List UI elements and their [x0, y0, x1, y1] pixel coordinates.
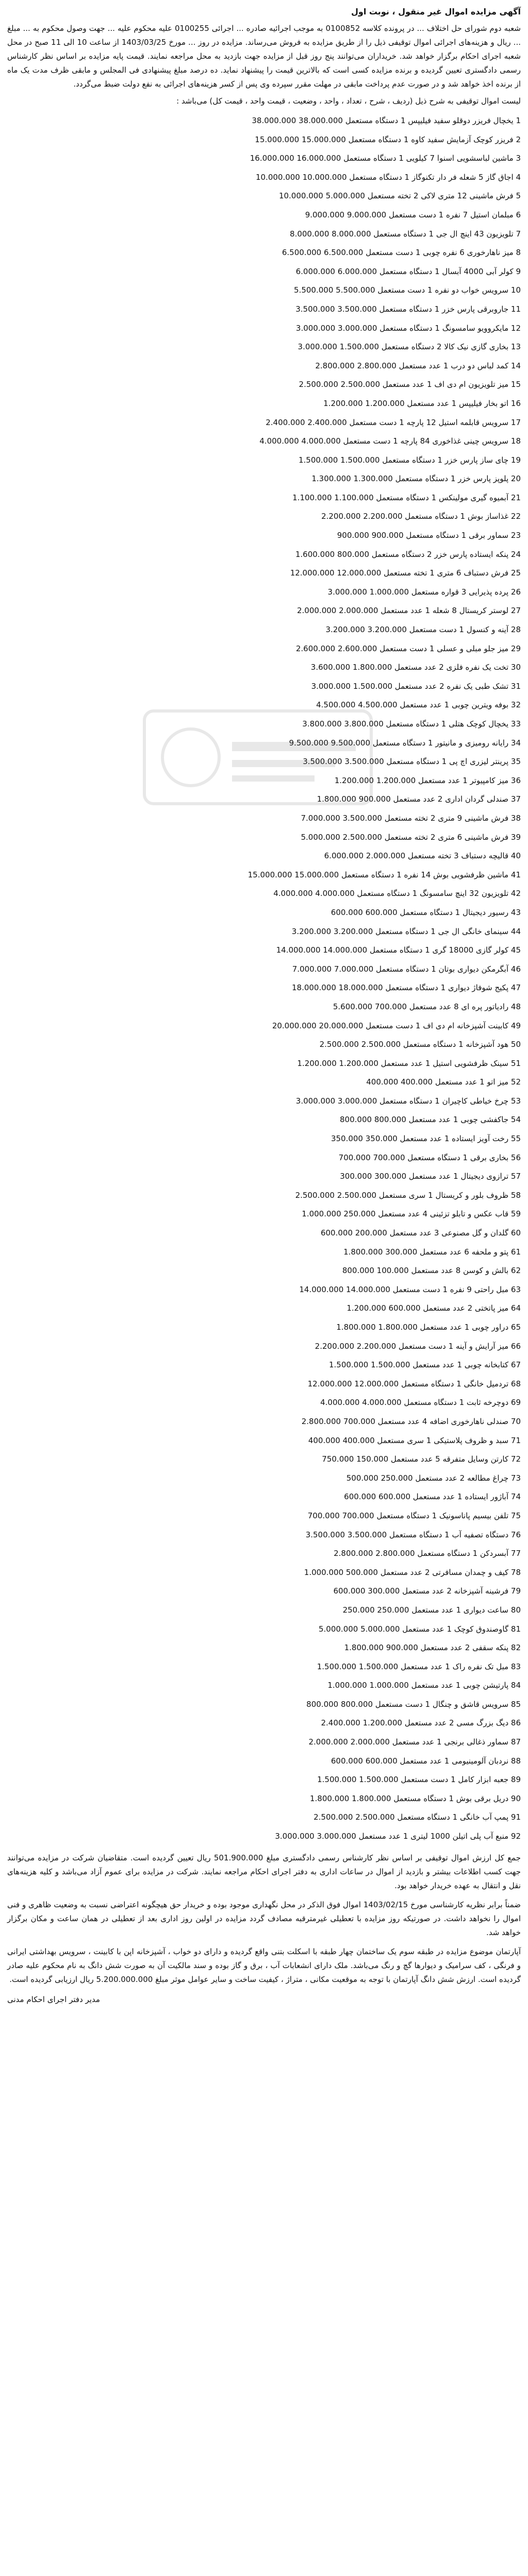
list-item: 50 هود آشپزخانه 1 دستگاه مستعمل 2.500.000 2.500.000 [319, 1040, 521, 1049]
list-item: 44 سینمای خانگی ال جی 1 دستگاه مستعمل 3.200.000 3.200.000 [291, 926, 521, 936]
list-item: 18 سرویس چینی غذاخوری 84 پارچه 1 دست مستعمل 4.000.000 4.000.000 [259, 436, 521, 446]
list-item: 52 میز اتو 1 عدد مستعمل 400.000 400.000 [366, 1077, 521, 1087]
summary-paragraph-2: ضمناً برابر نظریه کارشناسی مورخ 1403/02/15 اموال فوق الذکر در محل نگهداری موجود بوده و خریدار حق هیچگونه اعتراضی نسبت به وضعیت ظاهری و فنی اموال را نخواهد داشت. در صورتیکه روز مزایده با تعطیلی غیرمترقبه مصادف گردد مزایده در اولین روز اداری بعد از تعطیلی در همان ساعت و مکان برگزار خواهد شد. [7, 1900, 521, 1937]
list-item: 57 ترازوی دیجیتال 1 عدد مستعمل 300.000 300.000 [340, 1172, 521, 1181]
list-item: 72 کارتن وسایل متفرقه 5 عدد مستعمل 150.000 750.000 [322, 1454, 521, 1464]
list-item: 70 صندلی ناهارخوری اضافه 4 عدد مستعمل 700.000 2.800.000 [301, 1416, 521, 1426]
list-item: 48 رادیاتور پره ای 8 عدد مستعمل 700.000 5.600.000 [333, 1002, 521, 1011]
list-item: 20 پلوپز پارس خزر 1 دستگاه مستعمل 1.300.000 1.300.000 [311, 474, 521, 484]
intro-paragraph: شعبه دوم شورای حل اختلاف ... در پرونده کلاسه 0100852 به موجب اجرائیه صادره ... اجرائی 0100255 علیه محکوم علیه ... جهت وصول محکوم به ... مبلغ ... ریال و هزینه‌های اجرائی اموال توقیفی ذیل را از طریق مزایده به فروش می‌رساند. مزایده در روز ... مورخ 1403/03/25 از ساعت 10 الی 11 صبح در محل شعبه اجرای احکام برگزار خواهد شد. خریداران می‌توانند پنج روز قبل از مزایده جهت بازدید به محل مراجعه نمایند. قیمت پایه مزایده بر اساس نظر کارشناس رسمی دادگستری تعیین گردیده و برنده مزایده کسی است که بالاترین قیمت را پیشنهاد نماید. ده درصد مبلغ پیشنهادی فی المجلس و مابقی ظرف مدت یک ماه از برنده اخذ خواهد شد و در صورت عدم پرداخت مابقی در مهلت مقرر سپرده وی پس از کسر هزینه‌های اجرائی به نفع دولت ضبط می‌گردد. [7, 24, 521, 89]
list-item: 73 چراغ مطالعه 2 عدد مستعمل 250.000 500.000 [346, 1473, 521, 1483]
list-item: 21 آبمیوه گیری مولینکس 1 دستگاه مستعمل 1.100.000 1.100.000 [292, 493, 521, 502]
list-item: 23 سماور برقی 1 دستگاه مستعمل 900.000 900.000 [337, 531, 521, 540]
list-item: 34 رایانه رومیزی و مانیتور 1 دستگاه مستعمل 9.500.000 9.500.000 [289, 738, 521, 748]
list-item: 12 مایکروویو سامسونگ 1 دستگاه مستعمل 3.000.000 3.000.000 [295, 323, 521, 333]
list-item: 46 آبگرمکن دیواری بوتان 1 دستگاه مستعمل 7.000.000 7.000.000 [292, 964, 521, 974]
list-item: 45 کولر گازی 18000 گری 1 دستگاه مستعمل 14.000.000 14.000.000 [276, 945, 521, 955]
list-item: 3 ماشین لباسشویی اسنوا 7 کیلویی 1 دستگاه مستعمل 16.000.000 16.000.000 [250, 154, 521, 163]
list-item: 2 فریزر کوچک آزمایش سفید کاوه 1 دستگاه مستعمل 15.000.000 15.000.000 [255, 134, 521, 144]
list-item: 68 تردمیل خانگی 1 دستگاه مستعمل 12.000.000 12.000.000 [307, 1379, 521, 1388]
list-item: 40 قالیچه دستباف 3 تخته مستعمل 2.000.000 6.000.000 [324, 851, 521, 861]
list-item: 92 منبع آب پلی اتیلن 1000 لیتری 1 عدد مستعمل 3.000.000 3.000.000 [275, 1832, 521, 1841]
list-item: 80 ساعت دیواری 1 عدد مستعمل 250.000 250.000 [342, 1605, 521, 1615]
list-item: 10 سرویس خواب دو نفره 1 دست مستعمل 5.500.000 5.500.000 [294, 285, 521, 295]
list-item: 7 تلویزیون 43 اینچ ال جی 1 دستگاه مستعمل 8.000.000 8.000.000 [290, 229, 521, 239]
list-item: 89 جعبه ابزار کامل 1 دست مستعمل 1.500.000 1.500.000 [317, 1775, 521, 1785]
list-item: 64 میز پاتختی 2 عدد مستعمل 600.000 1.200.000 [346, 1303, 521, 1313]
list-item: 51 سینک ظرفشویی استیل 1 عدد مستعمل 1.200.000 1.200.000 [297, 1058, 521, 1068]
list-item: 37 صندلی گردان اداری 2 عدد مستعمل 900.000 1.800.000 [317, 794, 521, 804]
list-item: 81 گاوصندوق کوچک 1 عدد مستعمل 5.000.000 5.000.000 [318, 1624, 521, 1634]
document-title: آگهی مزایده اموال غیر منقول ، نوبت اول [351, 7, 521, 16]
list-item: 53 چرخ خیاطی کاچیران 1 دستگاه مستعمل 3.000.000 3.000.000 [295, 1096, 521, 1106]
list-item: 19 چای ساز پارس خزر 1 دستگاه مستعمل 1.500.000 1.500.000 [298, 455, 521, 465]
list-item: 56 بخاری برقی 1 دستگاه مستعمل 700.000 700.000 [338, 1153, 521, 1162]
list-item: 87 سماور ذغالی برنجی 1 عدد مستعمل 2.000.000 2.000.000 [308, 1737, 521, 1747]
list-item: 35 پرینتر لیزری اچ پی 1 دستگاه مستعمل 3.500.000 3.500.000 [303, 757, 521, 767]
list-item: 32 بوفه ویترین چوبی 1 عدد مستعمل 4.500.000 4.500.000 [316, 700, 521, 710]
list-item: 75 تلفن بیسیم پاناسونیک 1 دستگاه مستعمل 700.000 700.000 [307, 1511, 521, 1520]
intro-paragraph-2: لیست اموال توقیفی به شرح ذیل (ردیف ، شرح ، تعداد ، واحد ، وضعیت ، قیمت واحد ، قیمت کل) می‌باشد : [176, 96, 521, 106]
list-item: 78 کیف و چمدان مسافرتی 2 عدد مستعمل 500.000 1.000.000 [304, 1567, 521, 1577]
list-item: 47 پکیج شوفاژ دیواری 1 دستگاه مستعمل 18.000.000 18.000.000 [291, 983, 521, 993]
list-item: 33 یخچال کوچک هتلی 1 دستگاه مستعمل 3.800.000 3.800.000 [302, 719, 521, 728]
list-item: 62 بالش و کوسن 8 عدد مستعمل 100.000 800.000 [342, 1266, 521, 1276]
list-item: 24 پنکه ایستاده پارس خزر 2 دستگاه مستعمل 800.000 1.600.000 [295, 549, 521, 559]
list-item: 67 کتابخانه چوبی 1 عدد مستعمل 1.500.000 1.500.000 [328, 1360, 521, 1370]
list-item: 13 بخاری گازی نیک کالا 2 دستگاه مستعمل 1.500.000 3.000.000 [298, 342, 521, 352]
summary-paragraph: جمع کل ارزش اموال توقیفی بر اساس نظر کارشناس رسمی دادگستری مبلغ 501.900.000 ریال تعیین گردیده است. متقاضیان شرکت در مزایده می‌توانند جهت کسب اطلاعات بیشتر و بازدید از اموال در ساعات اداری به دفتر اجرای احکام مراجعه نمایند. شرکت در مزایده برای عموم آزاد می‌باشد و کلیه هزینه‌های نقل و انتقال به عهده خریدار خواهد بود. [7, 1853, 521, 1890]
signature-line: مدیر دفتر اجرای احکام مدنی [7, 1994, 100, 2004]
list-item: 88 نردبان آلومینیومی 1 عدد مستعمل 600.000 600.000 [331, 1756, 521, 1766]
list-item: 60 گلدان و گل مصنوعی 3 عدد مستعمل 200.000 600.000 [320, 1228, 521, 1238]
list-item: 25 فرش دستباف 6 متری 1 تخته مستعمل 12.000.000 12.000.000 [290, 568, 521, 578]
list-item: 9 کولر آبی 4000 آبسال 1 دستگاه مستعمل 6.000.000 6.000.000 [295, 266, 521, 276]
list-item: 55 رخت آویز ایستاده 1 عدد مستعمل 350.000 350.000 [331, 1134, 521, 1144]
list-item: 43 رسیور دیجیتال 1 دستگاه مستعمل 600.000 600.000 [331, 907, 521, 917]
list-item: 22 غذاساز بوش 1 دستگاه مستعمل 2.200.000 2.200.000 [321, 512, 521, 521]
list-item: 29 میز جلو مبلی و عسلی 1 دست مستعمل 2.600.000 2.600.000 [295, 643, 521, 653]
list-item: 14 کمد لباس دو درب 1 عدد مستعمل 2.800.000 2.800.000 [315, 361, 521, 370]
list-item: 38 فرش ماشینی 9 متری 2 تخته مستعمل 3.500.000 7.000.000 [301, 813, 521, 823]
list-item: 66 میز آرایش و آینه 1 دست مستعمل 2.200.000 2.200.000 [315, 1341, 521, 1351]
list-item: 71 سبد و ظروف پلاستیکی 1 سری مستعمل 400.000 400.000 [308, 1435, 521, 1445]
list-item: 1 یخچال فریزر دوقلو سفید فیلیپس 1 دستگاه مستعمل 38.000.000 38.000.000 [252, 116, 521, 125]
asset-list [7, 111, 521, 1846]
list-item: 79 فرشینه آشپزخانه 2 عدد مستعمل 300.000 600.000 [333, 1586, 521, 1596]
list-item: 76 دستگاه تصفیه آب 1 دستگاه مستعمل 3.500.000 3.500.000 [305, 1530, 521, 1539]
list-item: 58 ظروف بلور و کریستال 1 سری مستعمل 2.500.000 2.500.000 [295, 1190, 521, 1200]
list-item: 42 تلویزیون 32 اینچ سامسونگ 1 دستگاه مستعمل 4.000.000 4.000.000 [273, 889, 521, 899]
list-item: 49 کابینت آشپزخانه ام دی اف 1 دست مستعمل 20.000.000 20.000.000 [272, 1021, 521, 1030]
list-item: 63 مبل راحتی 9 نفره 1 دست مستعمل 14.000.000 14.000.000 [299, 1284, 521, 1294]
list-item: 6 مبلمان استیل 7 نفره 1 دست مستعمل 9.000.000 9.000.000 [305, 210, 521, 219]
list-item: 27 لوستر کریستال 8 شعله 1 عدد مستعمل 2.000.000 2.000.000 [296, 606, 521, 616]
list-item: 39 فرش ماشینی 6 متری 2 تخته مستعمل 2.500.000 5.000.000 [301, 832, 521, 842]
list-item: 59 قاب عکس و تابلو تزئینی 4 عدد مستعمل 250.000 1.000.000 [302, 1209, 521, 1219]
list-item: 74 آباژور ایستاده 1 عدد مستعمل 600.000 600.000 [344, 1492, 521, 1502]
list-item: 15 میز تلویزیون ام دی اف 1 عدد مستعمل 2.500.000 2.500.000 [299, 380, 521, 389]
list-item: 30 تخت یک نفره فلزی 2 عدد مستعمل 1.800.000 3.600.000 [310, 663, 521, 672]
list-item: 36 میز کامپیوتر 1 عدد مستعمل 1.200.000 1.200.000 [334, 775, 521, 785]
list-item: 86 دیگ بزرگ مسی 2 عدد مستعمل 1.200.000 2.400.000 [321, 1718, 521, 1728]
list-item: 4 اجاق گاز 5 شعله فر دار تکنوگاز 1 دستگاه مستعمل 10.000.000 10.000.000 [255, 172, 521, 182]
list-item: 82 پنکه سقفی 2 عدد مستعمل 900.000 1.800.000 [344, 1643, 521, 1653]
list-item: 11 جاروبرقی پارس خزر 1 دستگاه مستعمل 3.500.000 3.500.000 [295, 304, 521, 314]
list-item: 65 دراور چوبی 1 عدد مستعمل 1.800.000 1.800.000 [336, 1323, 521, 1332]
list-item: 41 ماشین ظرفشویی بوش 14 نفره 1 دستگاه مستعمل 15.000.000 15.000.000 [248, 870, 521, 879]
list-item: 8 میز ناهارخوری 6 نفره چوبی 1 دست مستعمل 6.500.000 6.500.000 [282, 248, 521, 258]
list-item: 26 پرده پذیرایی 3 قواره مستعمل 1.000.000 3.000.000 [327, 587, 521, 597]
list-item: 84 پارتیشن چوبی 1 عدد مستعمل 1.000.000 1.000.000 [327, 1681, 521, 1690]
list-item: 17 سرویس قابلمه استیل 12 پارچه 1 دست مستعمل 2.400.000 2.400.000 [266, 417, 521, 427]
list-item: 85 سرویس قاشق و چنگال 1 دست مستعمل 800.000 800.000 [306, 1699, 521, 1709]
list-item: 16 اتو بخار فیلیپس 1 عدد مستعمل 1.200.000 1.200.000 [323, 398, 521, 408]
list-item: 83 مبل تک نفره راک 1 عدد مستعمل 1.500.000 1.500.000 [317, 1662, 521, 1671]
list-item: 90 دریل برقی بوش 1 دستگاه مستعمل 1.800.000 1.800.000 [309, 1793, 521, 1803]
summary-paragraph-3: آپارتمان موضوع مزایده در طبقه سوم یک ساختمان چهار طبقه با اسکلت بتنی واقع گردیده و دارای دو خواب ، آشپزخانه اپن با کابینت ، سرویس بهداشتی ایرانی و فرنگی ، کف سرامیک و دیوارها گچ و رنگ می‌باشد. ملک دارای انشعابات آب ، برق و گاز بوده و سند مالکیت آن به صورت شش دانگ به نام محکوم علیه صادر گردیده است. ارزش شش دانگ آپارتمان با توجه به موقعیت مکانی ، متراژ ، کیفیت ساخت و سایر عوامل موثر مبلغ 5.200.000.000 ریال ارزیابی گردیده است. [7, 1946, 521, 1984]
list-item: 28 آینه و کنسول 1 دست مستعمل 3.200.000 3.200.000 [325, 625, 521, 635]
list-item: 54 جاکفشی چوبی 1 عدد مستعمل 800.000 800.000 [340, 1115, 521, 1125]
list-item: 69 دوچرخه ثابت 1 دستگاه مستعمل 4.000.000 4.000.000 [320, 1398, 521, 1408]
list-item: 91 پمپ آب خانگی 1 دستگاه مستعمل 2.500.000 2.500.000 [314, 1812, 521, 1822]
list-item: 5 فرش ماشینی 12 متری لاکی 2 تخته مستعمل 5.000.000 10.000.000 [278, 191, 521, 201]
list-item: 61 پتو و ملحفه 6 عدد مستعمل 300.000 1.800.000 [343, 1247, 521, 1257]
list-item: 77 آبسردکن 1 دستگاه مستعمل 2.800.000 2.800.000 [334, 1549, 521, 1558]
list-item: 31 تشک طبی یک نفره 2 عدد مستعمل 1.500.000 3.000.000 [311, 681, 521, 691]
